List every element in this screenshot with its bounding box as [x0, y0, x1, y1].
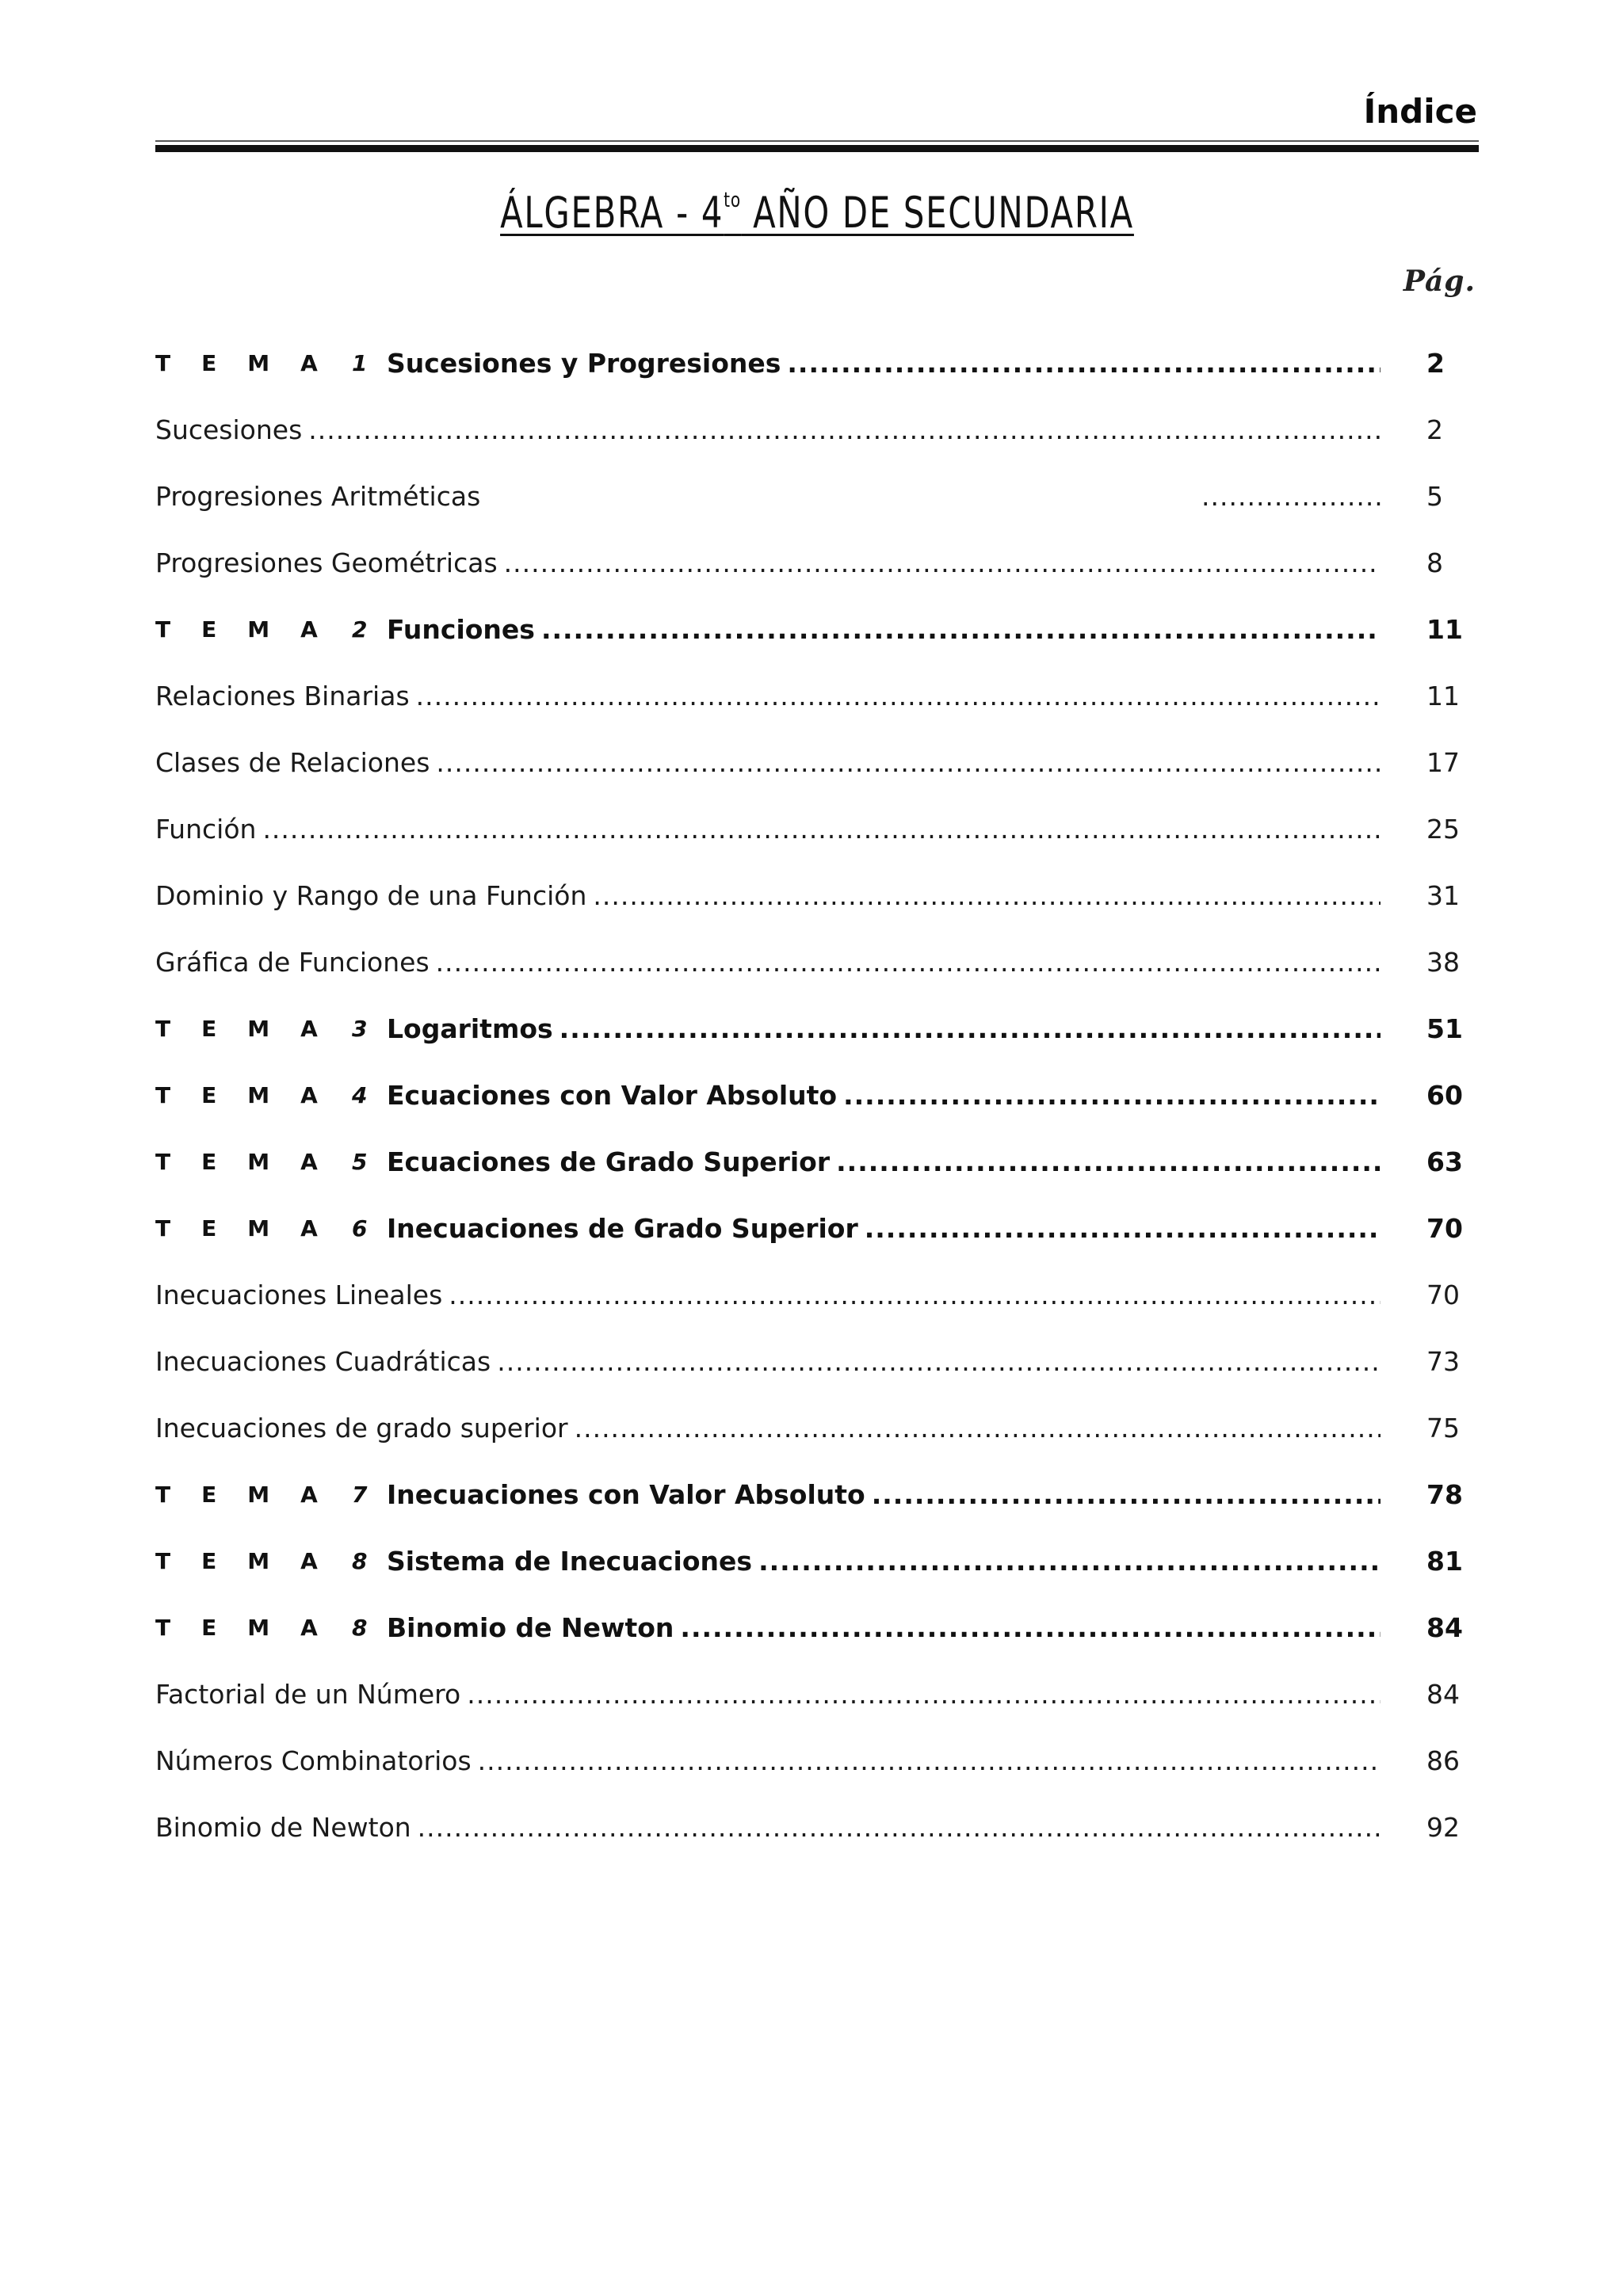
- dot-leader: [436, 747, 1381, 778]
- toc-entry-title: Factorial de un Número: [155, 1678, 461, 1710]
- dot-leader: [467, 1679, 1381, 1710]
- toc-page-number: 17: [1426, 746, 1460, 778]
- toc-chapter-row[interactable]: [155, 1594, 1479, 1661]
- toc-page-number: 78: [1426, 1478, 1463, 1510]
- toc-entry-title: Relaciones Binarias: [155, 680, 410, 711]
- toc-page-number: 63: [1426, 1146, 1463, 1177]
- tema-label: TEMA: [155, 1081, 349, 1108]
- toc-section-row[interactable]: [155, 729, 1479, 795]
- tema-label: TEMA: [155, 1148, 349, 1175]
- toc-entry-title: Inecuaciones de grado superior: [155, 1412, 568, 1444]
- toc-section-row[interactable]: [155, 529, 1479, 596]
- dot-leader: [680, 1612, 1381, 1643]
- toc-entry-label: [155, 1213, 1381, 1244]
- toc-entry-title: Sucesiones: [155, 414, 303, 445]
- toc-section-row[interactable]: [155, 795, 1479, 862]
- toc-entry-title: Gráfica de Funciones: [155, 946, 430, 978]
- tema-number: 6: [352, 1215, 368, 1241]
- toc-section-row[interactable]: [155, 929, 1479, 995]
- toc-page-number: 5: [1426, 480, 1443, 512]
- dot-leader: [449, 1280, 1381, 1310]
- dot-leader: [418, 1812, 1381, 1843]
- toc-entry-title: Inecuaciones Lineales: [155, 1279, 443, 1310]
- toc-entry-title: Inecuaciones Cuadráticas: [155, 1345, 491, 1377]
- dot-leader: [416, 681, 1381, 711]
- toc-chapter-row[interactable]: [155, 1062, 1479, 1128]
- toc-entry-label: [155, 1812, 1381, 1843]
- toc-entry-label: [155, 547, 1381, 578]
- toc-entry-title: Dominio y Rango de una Función: [155, 879, 587, 911]
- toc-entry-title: Binomio de Newton: [387, 1611, 674, 1643]
- toc-entry-label: [155, 1479, 1381, 1510]
- tema-number: 1: [352, 349, 368, 376]
- tema-number: 3: [352, 1015, 368, 1042]
- toc-page-number: 38: [1426, 946, 1460, 978]
- toc-page-number: 86: [1426, 1745, 1460, 1776]
- tema-label: TEMA: [155, 349, 349, 376]
- dot-leader: [843, 1080, 1381, 1111]
- toc-entry-title: Progresiones Aritméticas: [155, 480, 481, 512]
- dot-leader: [308, 414, 1381, 445]
- toc-section-row[interactable]: [155, 1661, 1479, 1727]
- dot-leader: [262, 814, 1381, 845]
- toc-entry-title: Logaritmos: [387, 1013, 553, 1044]
- toc-section-row[interactable]: [155, 1394, 1479, 1461]
- book-title-prefix: ÁLGEBRA - 4: [500, 188, 724, 238]
- toc-chapter-row[interactable]: [155, 1527, 1479, 1594]
- toc-entry-title: Sistema de Inecuaciones: [387, 1545, 753, 1577]
- header-rule-thin: [155, 140, 1479, 142]
- toc-entry-title: Función: [155, 813, 257, 845]
- dot-leader: [758, 1546, 1381, 1577]
- toc-entry-label: [155, 614, 1381, 645]
- toc-section-row[interactable]: [155, 396, 1479, 463]
- toc-entry-label: [155, 1745, 1381, 1776]
- dot-leader: [497, 1346, 1381, 1377]
- toc-section-row[interactable]: [155, 862, 1479, 929]
- toc-entry-title: Ecuaciones con Valor Absoluto: [387, 1079, 838, 1111]
- toc-entry-label: [155, 348, 1381, 379]
- toc-entry-label: [155, 947, 1381, 978]
- index-heading: Índice: [1363, 92, 1477, 131]
- dot-leader: [559, 1013, 1381, 1044]
- toc-page-number: 8: [1426, 547, 1443, 578]
- toc-entry-title: Sucesiones y Progresiones: [387, 347, 781, 379]
- toc-entry-label: [155, 747, 1381, 778]
- toc-page-number: 11: [1426, 680, 1460, 711]
- toc-entry-label: [155, 1413, 1381, 1444]
- toc-chapter-row[interactable]: [155, 596, 1479, 662]
- toc-chapter-row[interactable]: [155, 330, 1479, 396]
- toc-chapter-row[interactable]: [155, 1195, 1479, 1261]
- toc-page-number: 2: [1426, 347, 1445, 379]
- toc-section-row[interactable]: [155, 463, 1479, 529]
- toc-entry-title: Clases de Relaciones: [155, 746, 430, 778]
- toc-entry-title: Inecuaciones con Valor Absoluto: [387, 1478, 865, 1510]
- dot-leader: [787, 348, 1381, 379]
- toc-page-number: 84: [1426, 1611, 1463, 1643]
- toc-entry-label: [155, 1612, 1381, 1643]
- toc-page-number: 75: [1426, 1412, 1460, 1444]
- dot-leader: [478, 1745, 1381, 1776]
- dot-leader: [872, 1479, 1381, 1510]
- toc-entry-label: [155, 814, 1381, 845]
- toc-entry-label: [155, 1546, 1381, 1577]
- toc-page-number: 73: [1426, 1345, 1460, 1377]
- tema-label: TEMA: [155, 616, 349, 643]
- tema-number: 7: [352, 1481, 368, 1508]
- toc-entry-label: [155, 880, 1381, 911]
- tema-label: TEMA: [155, 1015, 349, 1042]
- toc-chapter-row[interactable]: [155, 995, 1479, 1062]
- dot-leader: [436, 947, 1381, 978]
- toc-section-row[interactable]: [155, 1727, 1479, 1794]
- tema-number: 5: [352, 1148, 368, 1175]
- toc-entry-title: Funciones: [387, 613, 535, 645]
- toc-entry-label: [155, 1013, 1381, 1044]
- toc-page-number: 60: [1426, 1079, 1463, 1111]
- toc-page-number: 70: [1426, 1212, 1463, 1244]
- toc-page-number: 2: [1426, 414, 1443, 445]
- toc-entry-label: [155, 414, 1381, 445]
- toc-section-row[interactable]: [155, 662, 1479, 729]
- dot-leader: [836, 1146, 1381, 1177]
- tema-number: 4: [352, 1081, 368, 1108]
- toc-entry-title: Inecuaciones de Grado Superior: [387, 1212, 858, 1244]
- dot-leader: [1201, 481, 1381, 512]
- tema-label: TEMA: [155, 1547, 349, 1574]
- toc-page-number: 84: [1426, 1678, 1460, 1710]
- toc-page-number: 31: [1426, 879, 1460, 911]
- toc-section-row[interactable]: [155, 1261, 1479, 1328]
- tema-number: 8: [352, 1614, 368, 1641]
- toc-section-row[interactable]: [155, 1794, 1479, 1860]
- tema-label: TEMA: [155, 1481, 349, 1508]
- book-title: [248, 173, 1386, 241]
- page-column-label: Pág.: [1403, 265, 1476, 298]
- toc-entry-label: [155, 681, 1381, 711]
- toc-entry-title: Ecuaciones de Grado Superior: [387, 1146, 831, 1177]
- toc-page-number: 25: [1426, 813, 1460, 845]
- toc-entry-label: [155, 1679, 1381, 1710]
- dot-leader: [504, 547, 1381, 578]
- toc-chapter-row[interactable]: [155, 1461, 1479, 1527]
- toc-entry-label: [155, 1280, 1381, 1310]
- toc-page-number: 11: [1426, 613, 1463, 645]
- toc-entry-title: Números Combinatorios: [155, 1745, 472, 1776]
- header-rule-thick: [155, 145, 1479, 152]
- toc-entry-label: [155, 481, 1381, 512]
- dot-leader: [865, 1213, 1381, 1244]
- toc-entry-title: Binomio de Newton: [155, 1811, 411, 1843]
- tema-label: TEMA: [155, 1215, 349, 1241]
- book-title-superscript: to: [724, 189, 742, 212]
- toc-page-number: 81: [1426, 1545, 1463, 1577]
- toc-chapter-row[interactable]: [155, 1128, 1479, 1195]
- tema-number: 2: [352, 616, 368, 643]
- dot-leader: [575, 1413, 1381, 1444]
- toc-section-row[interactable]: [155, 1328, 1479, 1394]
- tema-label: TEMA: [155, 1614, 349, 1641]
- toc-page-number: 70: [1426, 1279, 1460, 1310]
- toc-entry-label: [155, 1146, 1381, 1177]
- toc-page-number: 51: [1426, 1013, 1463, 1044]
- book-title-suffix: AÑO DE SECUNDARIA: [741, 188, 1134, 238]
- dot-leader: [541, 614, 1381, 645]
- toc-page-number: 92: [1426, 1811, 1460, 1843]
- toc-entry-title: Progresiones Geométricas: [155, 547, 498, 578]
- table-of-contents: [155, 330, 1479, 1860]
- tema-number: 8: [352, 1547, 368, 1574]
- dot-leader: [593, 880, 1381, 911]
- toc-entry-label: [155, 1346, 1381, 1377]
- toc-entry-label: [155, 1080, 1381, 1111]
